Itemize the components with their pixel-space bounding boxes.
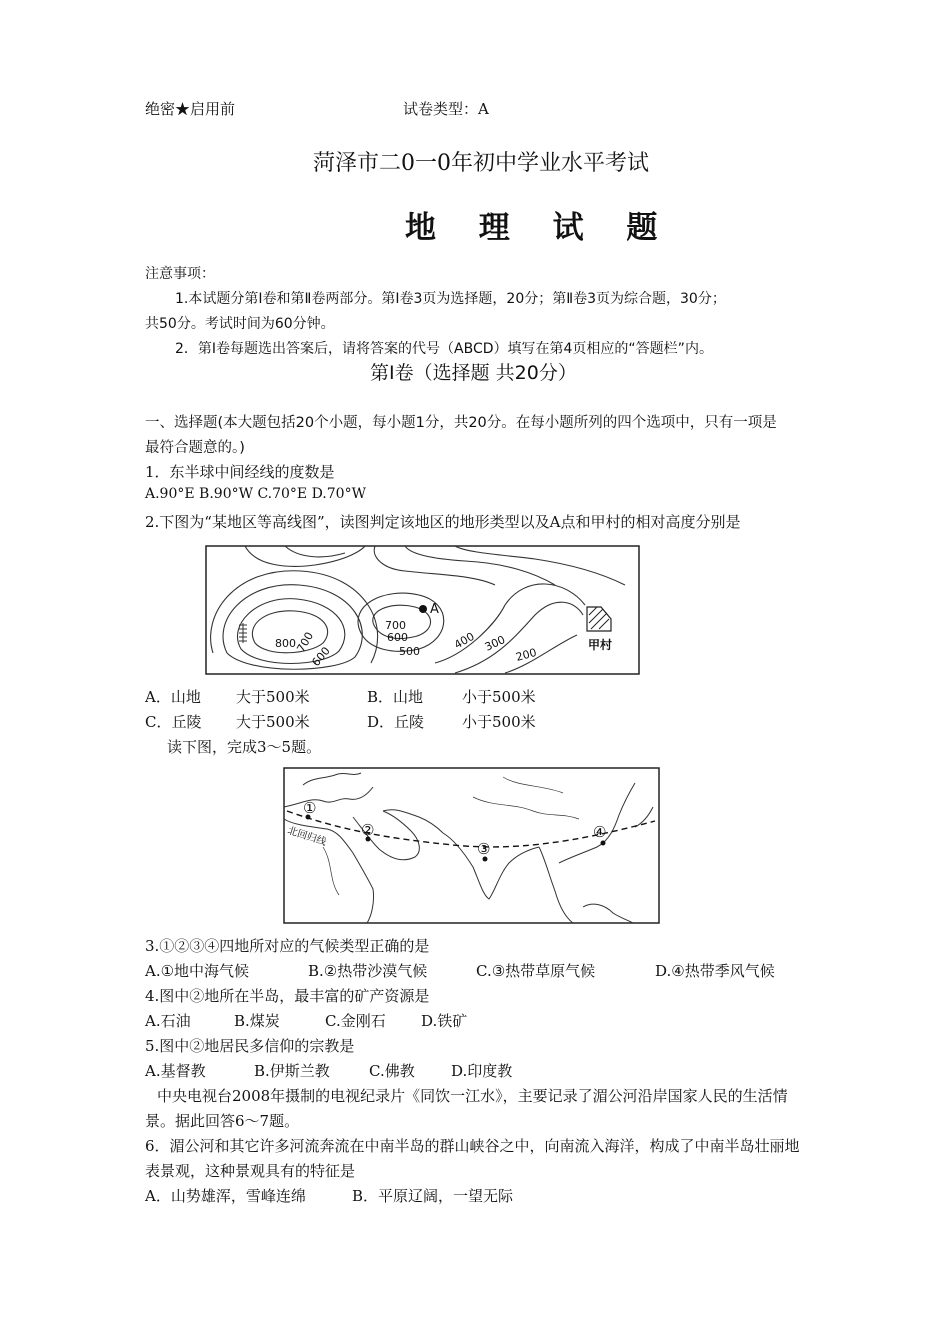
note-2: 2．第Ⅰ卷每题选出答案后，请将答案的代号（ABCD）填写在第4页相应的“答题栏”内。 [175,341,713,357]
marker-1: ① [303,799,317,817]
q3-option-a: A.①地中海气候 [145,962,250,980]
subject-title: 地 理 试 题 [405,210,674,246]
q2-option-a: A．山地 [145,688,201,706]
marker-4: ④ [593,823,607,841]
elevation-label: 700 [385,619,406,632]
note-1-line-1: 1.本试题分第Ⅰ卷和第Ⅱ卷两部分。第Ⅰ卷3页为选择题，20分；第Ⅱ卷3页为综合题，30分； [175,291,726,307]
q1-stem: 1．东半球中间经线的度数是 [145,463,335,481]
elevation-label: 800 [275,637,296,650]
q3-option-b: B.②热带沙漠气候 [308,962,428,980]
q5-stem: 5.图中②地居民多信仰的宗教是 [145,1037,355,1055]
passage-line-2: 景。据此回答6～7题。 [145,1112,300,1130]
q4-option-a: A.石油 [145,1012,191,1030]
location-dot-4 [601,841,606,846]
note-1-line-2: 共50分。考试时间为60分钟。 [145,316,335,332]
q2-option-a-value: 大于500米 [236,688,310,706]
q5-option-a: A.基督教 [145,1062,206,1080]
q4-option-b: B.煤炭 [234,1012,280,1030]
region-map-frame [284,768,659,923]
tropic-label: 北回归线 [286,825,328,849]
q2-option-c-value: 大于500米 [236,713,310,731]
q3-option-d: D.④热带季风气候 [655,962,775,980]
passage-line-1: 中央电视台2008年摄制的电视纪录片《同饮一江水》，主要记录了湄公河沿岸国家人民的生活情 [157,1087,788,1105]
q2-option-b: B．山地 [367,688,424,706]
q1-options: A.90°E B.90°W C.70°E D.70°W [145,486,366,502]
point-a-marker [419,605,427,613]
q5-option-b: B.伊斯兰教 [254,1062,330,1080]
q6-stem-line-1: 6．湄公河和其它许多河流奔流在中南半岛的群山峡谷之中，向南流入海洋，构成了中南半岛壮丽地 [145,1137,800,1155]
q4-option-c: C.金刚石 [325,1012,386,1030]
q2-option-d: D．丘陵 [367,713,425,731]
marker-2: ② [361,821,375,839]
section-1-intro-line-1: 一、选择题(本大题包括20个小题，每小题1分，共20分。在每小题所列的四个选项中，只有一项是 [145,415,777,431]
secret-label: 绝密★启用前 [145,100,236,118]
q3-stem: 3.①②③④四地所对应的气候类型正确的是 [145,937,430,955]
elevation-label: 200 [514,645,539,664]
q2-option-b-value: 小于500米 [462,688,536,706]
elevation-label: 600 [387,631,408,644]
q4-option-d: D.铁矿 [421,1012,468,1030]
contour-map [205,545,640,675]
section-1-intro-line-2: 最符合题意的。) [145,440,245,456]
point-a-label: A [430,602,439,617]
elevation-label: 300 [482,633,508,654]
part-1-heading: 第Ⅰ卷（选择题 共20分） [370,362,577,384]
paper-type-label: 试卷类型：A [403,100,489,118]
elevation-label: 600 [309,644,333,669]
marker-3: ③ [477,840,491,858]
notes-heading: 注意事项： [145,266,215,282]
q6-option-a: A．山势雄浑，雪峰连绵 [145,1187,306,1205]
q6-stem-line-2: 表景观，这种景观具有的特征是 [145,1162,356,1180]
read-map-instruction: 读下图，完成3～5题。 [167,738,322,756]
region-map [283,767,660,924]
q5-option-c: C.佛教 [369,1062,415,1080]
elevation-label: 500 [399,645,420,658]
q2-stem: 2.下图为“某地区等高线图”，读图判定该地区的地形类型以及A点和甲村的相对高度分别是 [145,513,741,531]
q2-option-d-value: 小于500米 [462,713,536,731]
elevation-label: 400 [452,629,477,652]
elevation-label: 700 [294,629,317,655]
exam-title: 菏泽市二0一0年初中学业水平考试 [313,151,649,176]
q3-option-c: C.③热带草原气候 [476,962,596,980]
q5-option-d: D.印度教 [451,1062,513,1080]
village-label: 甲村 [588,638,613,652]
q4-stem: 4.图中②地所在半岛，最丰富的矿产资源是 [145,987,430,1005]
q2-option-c: C．丘陵 [145,713,202,731]
q6-option-b: B．平原辽阔，一望无际 [352,1187,514,1205]
